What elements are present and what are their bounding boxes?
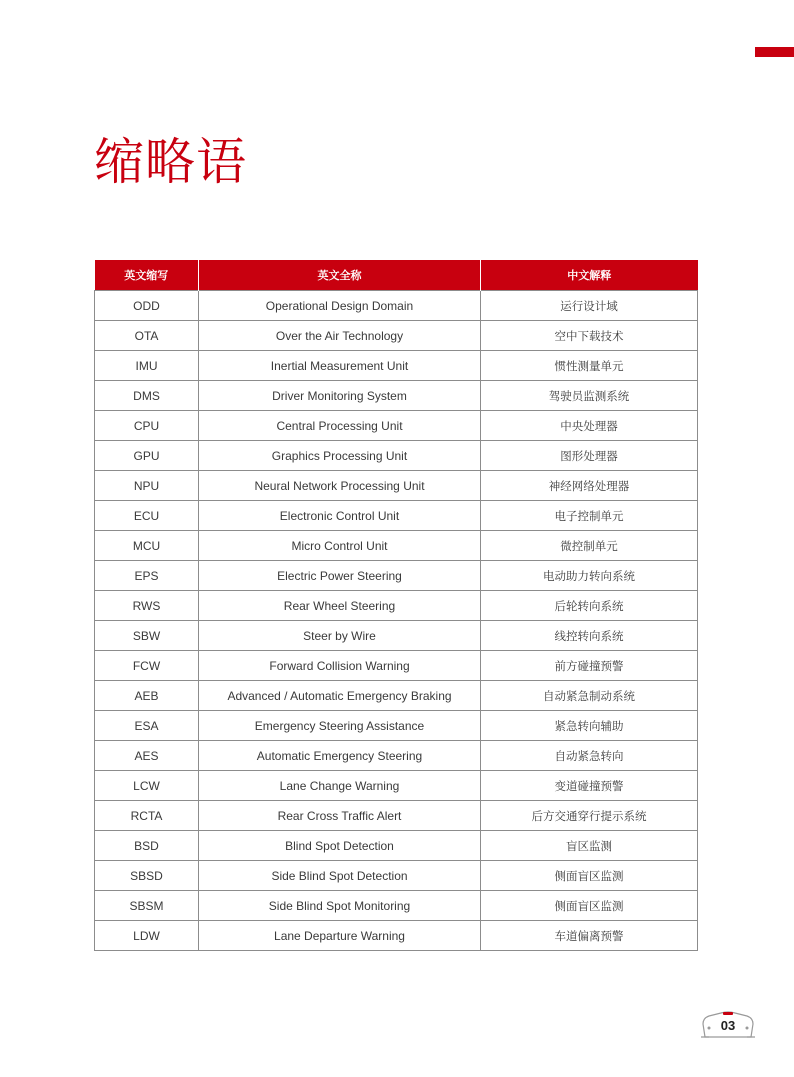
cell-full-name: Electronic Control Unit (199, 501, 481, 531)
page-number: 03 (720, 1018, 736, 1033)
cell-full-name: Forward Collision Warning (199, 651, 481, 681)
page-title: 缩略语 (94, 133, 247, 191)
cell-full-name: Rear Wheel Steering (199, 591, 481, 621)
table-row (95, 651, 698, 681)
table-row (95, 891, 698, 921)
cell-abbreviation: MCU (95, 531, 199, 561)
table-row (95, 501, 698, 531)
cell-full-name: Advanced / Automatic Emergency Braking (199, 681, 481, 711)
cell-abbreviation: AEB (95, 681, 199, 711)
cell-abbreviation: FCW (95, 651, 199, 681)
cell-abbreviation: SBW (95, 621, 199, 651)
cell-abbreviation: DMS (95, 381, 199, 411)
cell-full-name: Rear Cross Traffic Alert (199, 801, 481, 831)
cell-full-name: Automatic Emergency Steering (199, 741, 481, 771)
cell-abbreviation: LCW (95, 771, 199, 801)
corner-accent-bar (755, 47, 794, 57)
cell-abbreviation: AES (95, 741, 199, 771)
table-row (95, 711, 698, 741)
cell-chinese: 盲区监测 (481, 831, 698, 861)
cell-chinese: 神经网络处理器 (481, 471, 698, 501)
table-row (95, 291, 698, 321)
cell-full-name: Neural Network Processing Unit (199, 471, 481, 501)
table-row (95, 681, 698, 711)
cell-full-name: Electric Power Steering (199, 561, 481, 591)
cell-chinese: 紧急转向辅助 (481, 711, 698, 741)
cell-full-name: Driver Monitoring System (199, 381, 481, 411)
cell-chinese: 惯性测量单元 (481, 351, 698, 381)
cell-full-name: Side Blind Spot Detection (199, 861, 481, 891)
cell-abbreviation: RCTA (95, 801, 199, 831)
cell-full-name: Operational Design Domain (199, 291, 481, 321)
cell-chinese: 变道碰撞预警 (481, 771, 698, 801)
cell-full-name: Lane Change Warning (199, 771, 481, 801)
cell-chinese: 驾驶员监测系统 (481, 381, 698, 411)
table-row (95, 411, 698, 441)
cell-full-name: Side Blind Spot Monitoring (199, 891, 481, 921)
cell-abbreviation: NPU (95, 471, 199, 501)
column-header-full-name: 英文全称 (199, 260, 481, 291)
table-header (95, 260, 698, 291)
cell-chinese: 微控制单元 (481, 531, 698, 561)
cell-full-name: Steer by Wire (199, 621, 481, 651)
cell-abbreviation: RWS (95, 591, 199, 621)
table-row (95, 861, 698, 891)
table-row (95, 531, 698, 561)
cell-chinese: 图形处理器 (481, 441, 698, 471)
cell-full-name: Lane Departure Warning (199, 921, 481, 951)
table-row (95, 351, 698, 381)
cell-full-name: Inertial Measurement Unit (199, 351, 481, 381)
cell-full-name: Graphics Processing Unit (199, 441, 481, 471)
cell-abbreviation: GPU (95, 441, 199, 471)
cell-chinese: 运行设计域 (481, 291, 698, 321)
table-row (95, 621, 698, 651)
cell-abbreviation: ESA (95, 711, 199, 741)
cell-chinese: 中央处理器 (481, 411, 698, 441)
cell-chinese: 后轮转向系统 (481, 591, 698, 621)
table-row (95, 441, 698, 471)
cell-full-name: Emergency Steering Assistance (199, 711, 481, 741)
abbreviation-table (94, 260, 698, 951)
column-header-abbr: 英文缩写 (95, 260, 199, 291)
table-row (95, 321, 698, 351)
cell-abbreviation: ECU (95, 501, 199, 531)
table-row (95, 801, 698, 831)
table-row (95, 561, 698, 591)
cell-chinese: 前方碰撞预警 (481, 651, 698, 681)
table-row (95, 381, 698, 411)
table-row (95, 591, 698, 621)
cell-abbreviation: SBSM (95, 891, 199, 921)
cell-abbreviation: LDW (95, 921, 199, 951)
cell-chinese: 车道偏离预警 (481, 921, 698, 951)
cell-abbreviation: ODD (95, 291, 199, 321)
table-row (95, 741, 698, 771)
cell-full-name: Micro Control Unit (199, 531, 481, 561)
table-row (95, 831, 698, 861)
cell-abbreviation: EPS (95, 561, 199, 591)
cell-abbreviation: IMU (95, 351, 199, 381)
column-header-chinese: 中文解释 (481, 260, 698, 291)
cell-chinese: 后方交通穿行提示系统 (481, 801, 698, 831)
cell-chinese: 电动助力转向系统 (481, 561, 698, 591)
cell-abbreviation: SBSD (95, 861, 199, 891)
table-body (95, 291, 698, 951)
table-row (95, 921, 698, 951)
table-row (95, 771, 698, 801)
cell-chinese: 自动紧急制动系统 (481, 681, 698, 711)
cell-abbreviation: OTA (95, 321, 199, 351)
cell-abbreviation: CPU (95, 411, 199, 441)
cell-chinese: 自动紧急转向 (481, 741, 698, 771)
cell-chinese: 电子控制单元 (481, 501, 698, 531)
cell-chinese: 线控转向系统 (481, 621, 698, 651)
cell-full-name: Blind Spot Detection (199, 831, 481, 861)
cell-chinese: 侧面盲区监测 (481, 891, 698, 921)
cell-full-name: Central Processing Unit (199, 411, 481, 441)
cell-full-name: Over the Air Technology (199, 321, 481, 351)
cell-chinese: 侧面盲区监测 (481, 861, 698, 891)
table-row (95, 471, 698, 501)
cell-chinese: 空中下载技术 (481, 321, 698, 351)
cell-abbreviation: BSD (95, 831, 199, 861)
